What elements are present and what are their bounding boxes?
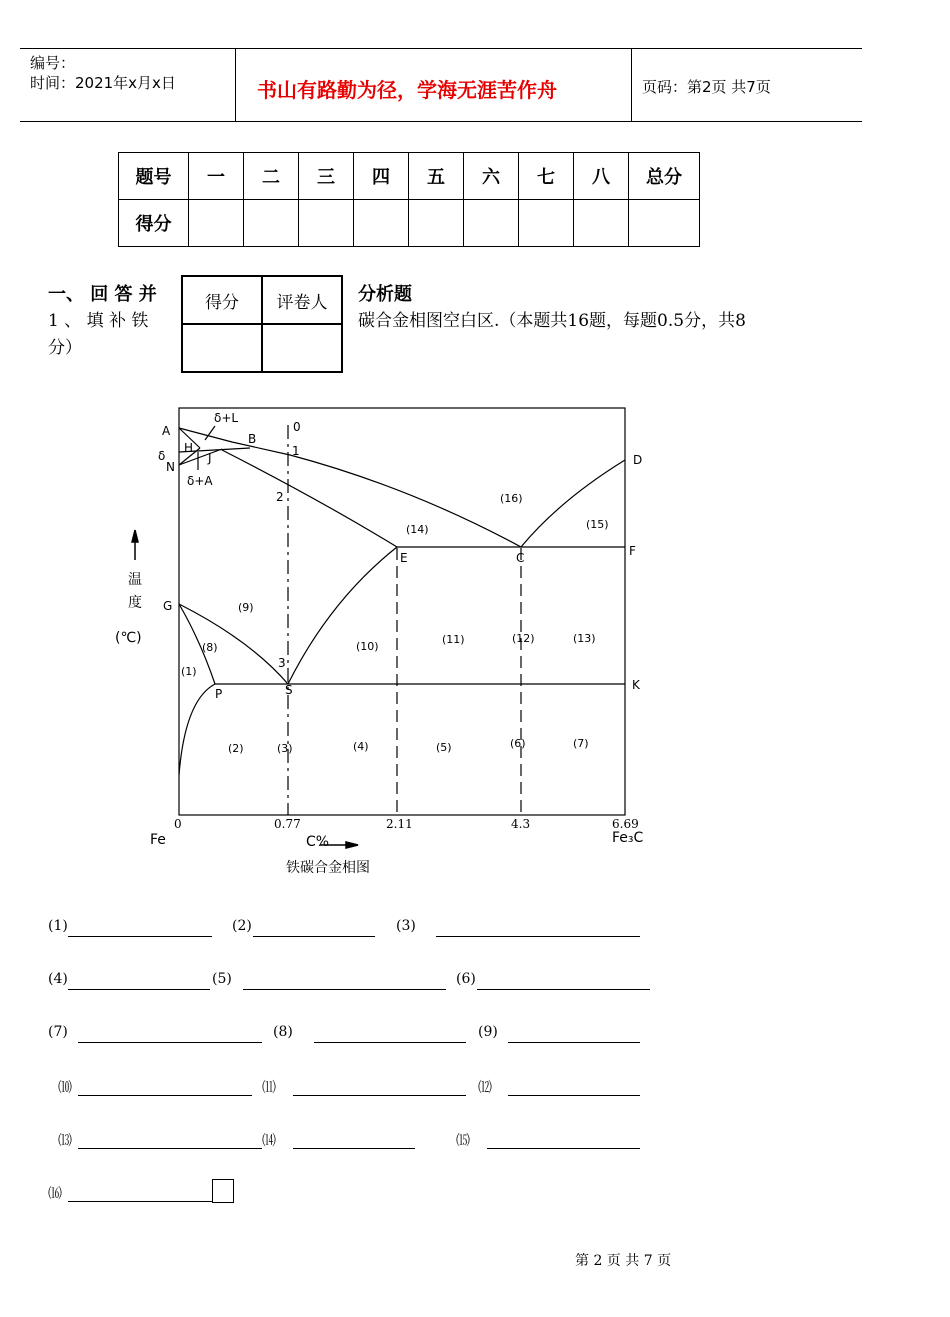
point-H: H [184,441,194,455]
blank-label: ⒁ [262,1133,276,1149]
score-cell: 八 [574,153,629,200]
region-label: (3) [277,742,293,755]
x-tick: 6.69 [612,817,639,831]
blank-label: (1) [48,918,68,934]
blank-label: (8) [273,1024,293,1040]
region-label: (16) [500,492,523,505]
blank-line[interactable] [293,1095,466,1096]
region-label: (9) [238,601,254,614]
point-B: B [248,432,257,446]
score-cell: 三 [299,153,354,200]
region-label: (11) [442,633,465,646]
point-3: 3 [278,656,286,670]
blank-label: (4) [48,971,68,987]
point-0: 0 [293,420,301,434]
score-cell: 一 [189,153,244,200]
blank-line[interactable] [508,1042,640,1043]
blank-label: (6) [456,971,476,987]
page-footer: 第 2 页 共 7 页 [575,1253,672,1269]
point-2: 2 [276,490,284,504]
region-label: (10) [356,640,379,653]
line-PQ [179,684,215,775]
grader-name-label: 评卷人 [262,276,342,324]
header-motto: 书山有路勤为径，学海无涯苦作舟 [257,78,557,102]
blank-label: ⑽ [58,1080,72,1096]
blank-label: (3) [396,918,416,934]
blank-label: (7) [48,1024,68,1040]
score-cell: 六 [464,153,519,200]
blank-label: ⒀ [58,1133,72,1149]
point-J: J [208,451,212,465]
blank-line[interactable] [508,1095,640,1096]
x-tick: 2.11 [386,817,413,831]
blank-line[interactable] [477,989,650,990]
blank-line[interactable] [293,1148,415,1149]
line-deltaL-pointer [205,426,215,440]
question-1-tail: 分） [48,338,82,358]
blank-line[interactable] [487,1148,640,1149]
solidus-JE [222,450,397,547]
diagram-caption: 铁碳合金相图 [286,860,370,876]
region-label: (6) [510,737,526,750]
blank-line[interactable] [68,936,212,937]
score-row-label: 得分 [119,200,189,247]
y-axis-unit: (℃) [115,630,142,646]
y-axis-label-2: 度 [128,595,142,611]
blank-line[interactable] [68,1201,212,1202]
liquidus-ABC [179,428,521,547]
y-axis-label-1: 温 [128,572,142,588]
question-1-text: 碳合金相图空白区.（本题共16题，每题0.5分，共8 [358,311,746,331]
region-label: (7) [573,737,589,750]
point-delta-A: δ+A [187,474,213,488]
x-tick: 0.77 [274,817,301,831]
point-C: C [516,551,525,565]
blank-label: ⑾ [262,1080,276,1096]
point-delta: δ [158,449,166,463]
score-cell: 五 [409,153,464,200]
region-label: (5) [436,741,452,754]
region-label: (14) [406,523,429,536]
region-label: (15) [586,518,609,531]
point-S: S [285,683,293,697]
region-label: (13) [573,632,596,645]
carbon-arrow-head [346,842,358,848]
score-cell: 题号 [119,153,189,200]
score-cell: 七 [519,153,574,200]
point-1: 1 [292,444,300,458]
blank-label: (5) [212,971,232,987]
score-cell: 四 [354,153,409,200]
point-F: F [629,544,636,558]
blank-label: ⒂ [456,1133,470,1149]
point-P: P [215,687,223,701]
region-label: (12) [512,632,535,645]
section-heading: 一、 回 答 并 [48,284,157,305]
time-label: 时间：2021年x月x日 [30,74,176,92]
blank-line[interactable] [68,989,210,990]
region-label: (8) [202,641,218,654]
blank-label: (2) [232,918,252,934]
blank-line[interactable] [243,989,446,990]
point-K: K [632,678,640,692]
line-ES [288,547,397,684]
blank-line[interactable] [78,1042,262,1043]
serial-label: 编号： [30,54,76,72]
x-tick: 4.3 [511,817,531,831]
blank-label: (9) [478,1024,498,1040]
page-code: 页码：第2页 共7页 [642,78,771,96]
region-label: (4) [353,740,369,753]
blank-line[interactable] [78,1095,252,1096]
x-right-end: Fe₃C [612,830,644,846]
region-label: (2) [228,742,244,755]
blank-line[interactable] [78,1148,262,1149]
question-1-start: 1 、 填 补 铁 [48,311,149,331]
blank-label: ⒃ [48,1186,62,1202]
point-N: N [166,460,175,474]
blank-line[interactable] [253,936,375,937]
point-delta-L: δ+L [214,411,239,425]
blank-line[interactable] [314,1042,466,1043]
liquidus-CD [521,460,625,547]
point-A: A [162,424,171,438]
x-left-end: Fe [150,832,166,848]
point-D: D [633,453,643,467]
temperature-arrow-head [132,530,138,542]
x-axis-label: C% [306,834,330,850]
point-G: G [163,599,173,613]
blank-label: ⑿ [478,1080,492,1096]
section-heading-tail: 分析题 [358,284,412,305]
blank-line[interactable] [436,936,640,937]
score-cell: 总分 [629,153,700,200]
answer-checkbox[interactable] [212,1179,234,1203]
grader-score-label: 得分 [182,276,262,324]
x-tick: 0 [174,817,182,831]
score-cell: 二 [244,153,299,200]
point-E: E [400,551,408,565]
region-label: (1) [181,665,197,678]
